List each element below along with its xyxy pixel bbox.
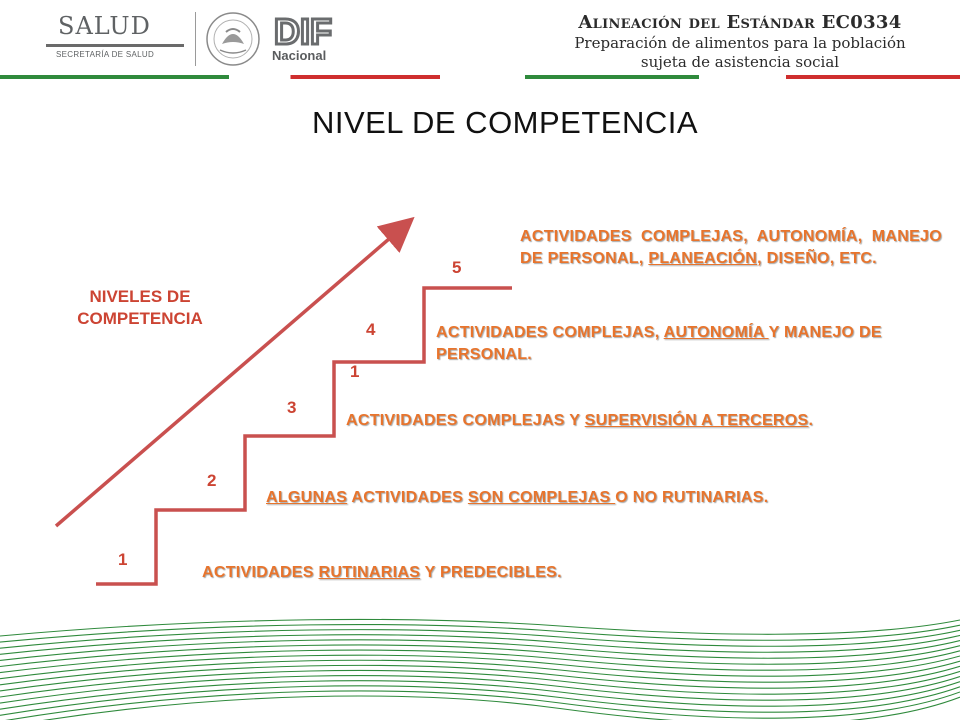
footer-wave-line xyxy=(0,640,960,661)
level-3-text-underlined: SUPERVISIÓN A TERCEROS xyxy=(584,412,809,429)
level-5-text-b: , DISEÑO, ETC. xyxy=(757,250,877,267)
level-1-text-a: ACTIVIDADES xyxy=(202,564,319,581)
level-1-text-b: Y PREDECIBLES. xyxy=(420,564,562,581)
dif-logo-mark: DIF xyxy=(274,12,332,48)
level-3-description xyxy=(346,410,813,432)
footer-wave-line xyxy=(0,619,960,636)
salud-logo-subtitle: SECRETARÍA DE SALUD xyxy=(56,50,155,59)
level-2-text-underlined-2: SON COMPLEJAS xyxy=(467,489,616,506)
level-number-1: 1 xyxy=(118,550,128,569)
level-1-text-underlined: RUTINARIAS xyxy=(318,564,421,581)
level-1-description xyxy=(202,562,562,584)
levels-label-line2: COMPETENCIA xyxy=(77,309,203,328)
level-4-description xyxy=(436,322,946,366)
footer-wave-line xyxy=(0,635,960,655)
level-2-text-b: O NO RUTINARIAS. xyxy=(615,489,769,506)
level-4-text-underlined: AUTONOMÍA xyxy=(663,324,769,341)
level-number-3: 3 xyxy=(287,398,297,417)
level-2-text-underlined-1: ALGUNAS xyxy=(266,489,348,506)
levels-label xyxy=(40,286,240,330)
level-4-text-a: ACTIVIDADES COMPLEJAS, xyxy=(436,324,664,341)
level-number-4: 4 xyxy=(366,320,376,339)
footer-wave-line xyxy=(0,630,960,649)
level-2-description xyxy=(266,487,768,509)
dif-logo-subtitle: Nacional xyxy=(272,48,327,63)
level-4-text-b: Y MANEJO DE PERSONAL. xyxy=(436,324,882,363)
levels-label-line1: NIVELES DE xyxy=(89,287,191,306)
level-3-text-a: ACTIVIDADES COMPLEJAS Y xyxy=(346,412,585,429)
level-2-text-a: ACTIVIDADES xyxy=(347,489,468,506)
level-number-stray: 1 xyxy=(350,362,360,381)
standard-subtitle-line2: sujeta de asistencia social xyxy=(640,53,840,71)
footer-wave-decoration xyxy=(0,608,960,720)
level-number-5: 5 xyxy=(452,258,462,277)
page-title: NIVEL DE COMPETENCIA xyxy=(311,105,699,140)
level-5-text-underlined: PLANEACIÓN xyxy=(648,250,758,267)
standard-subtitle-line1: Preparación de alimentos para la población xyxy=(574,34,906,52)
salud-logo-text: SALUD xyxy=(58,12,151,40)
standard-title: Alineación del Estándar EC0334 xyxy=(578,12,902,33)
level-5-description xyxy=(520,226,942,270)
level-5-text-a: ACTIVIDADES COMPLEJAS, AUTONOMÍA, MANEJO DE PERSONAL, xyxy=(520,228,942,267)
level-number-2: 2 xyxy=(207,471,217,490)
level-3-text-b: . xyxy=(808,412,814,429)
